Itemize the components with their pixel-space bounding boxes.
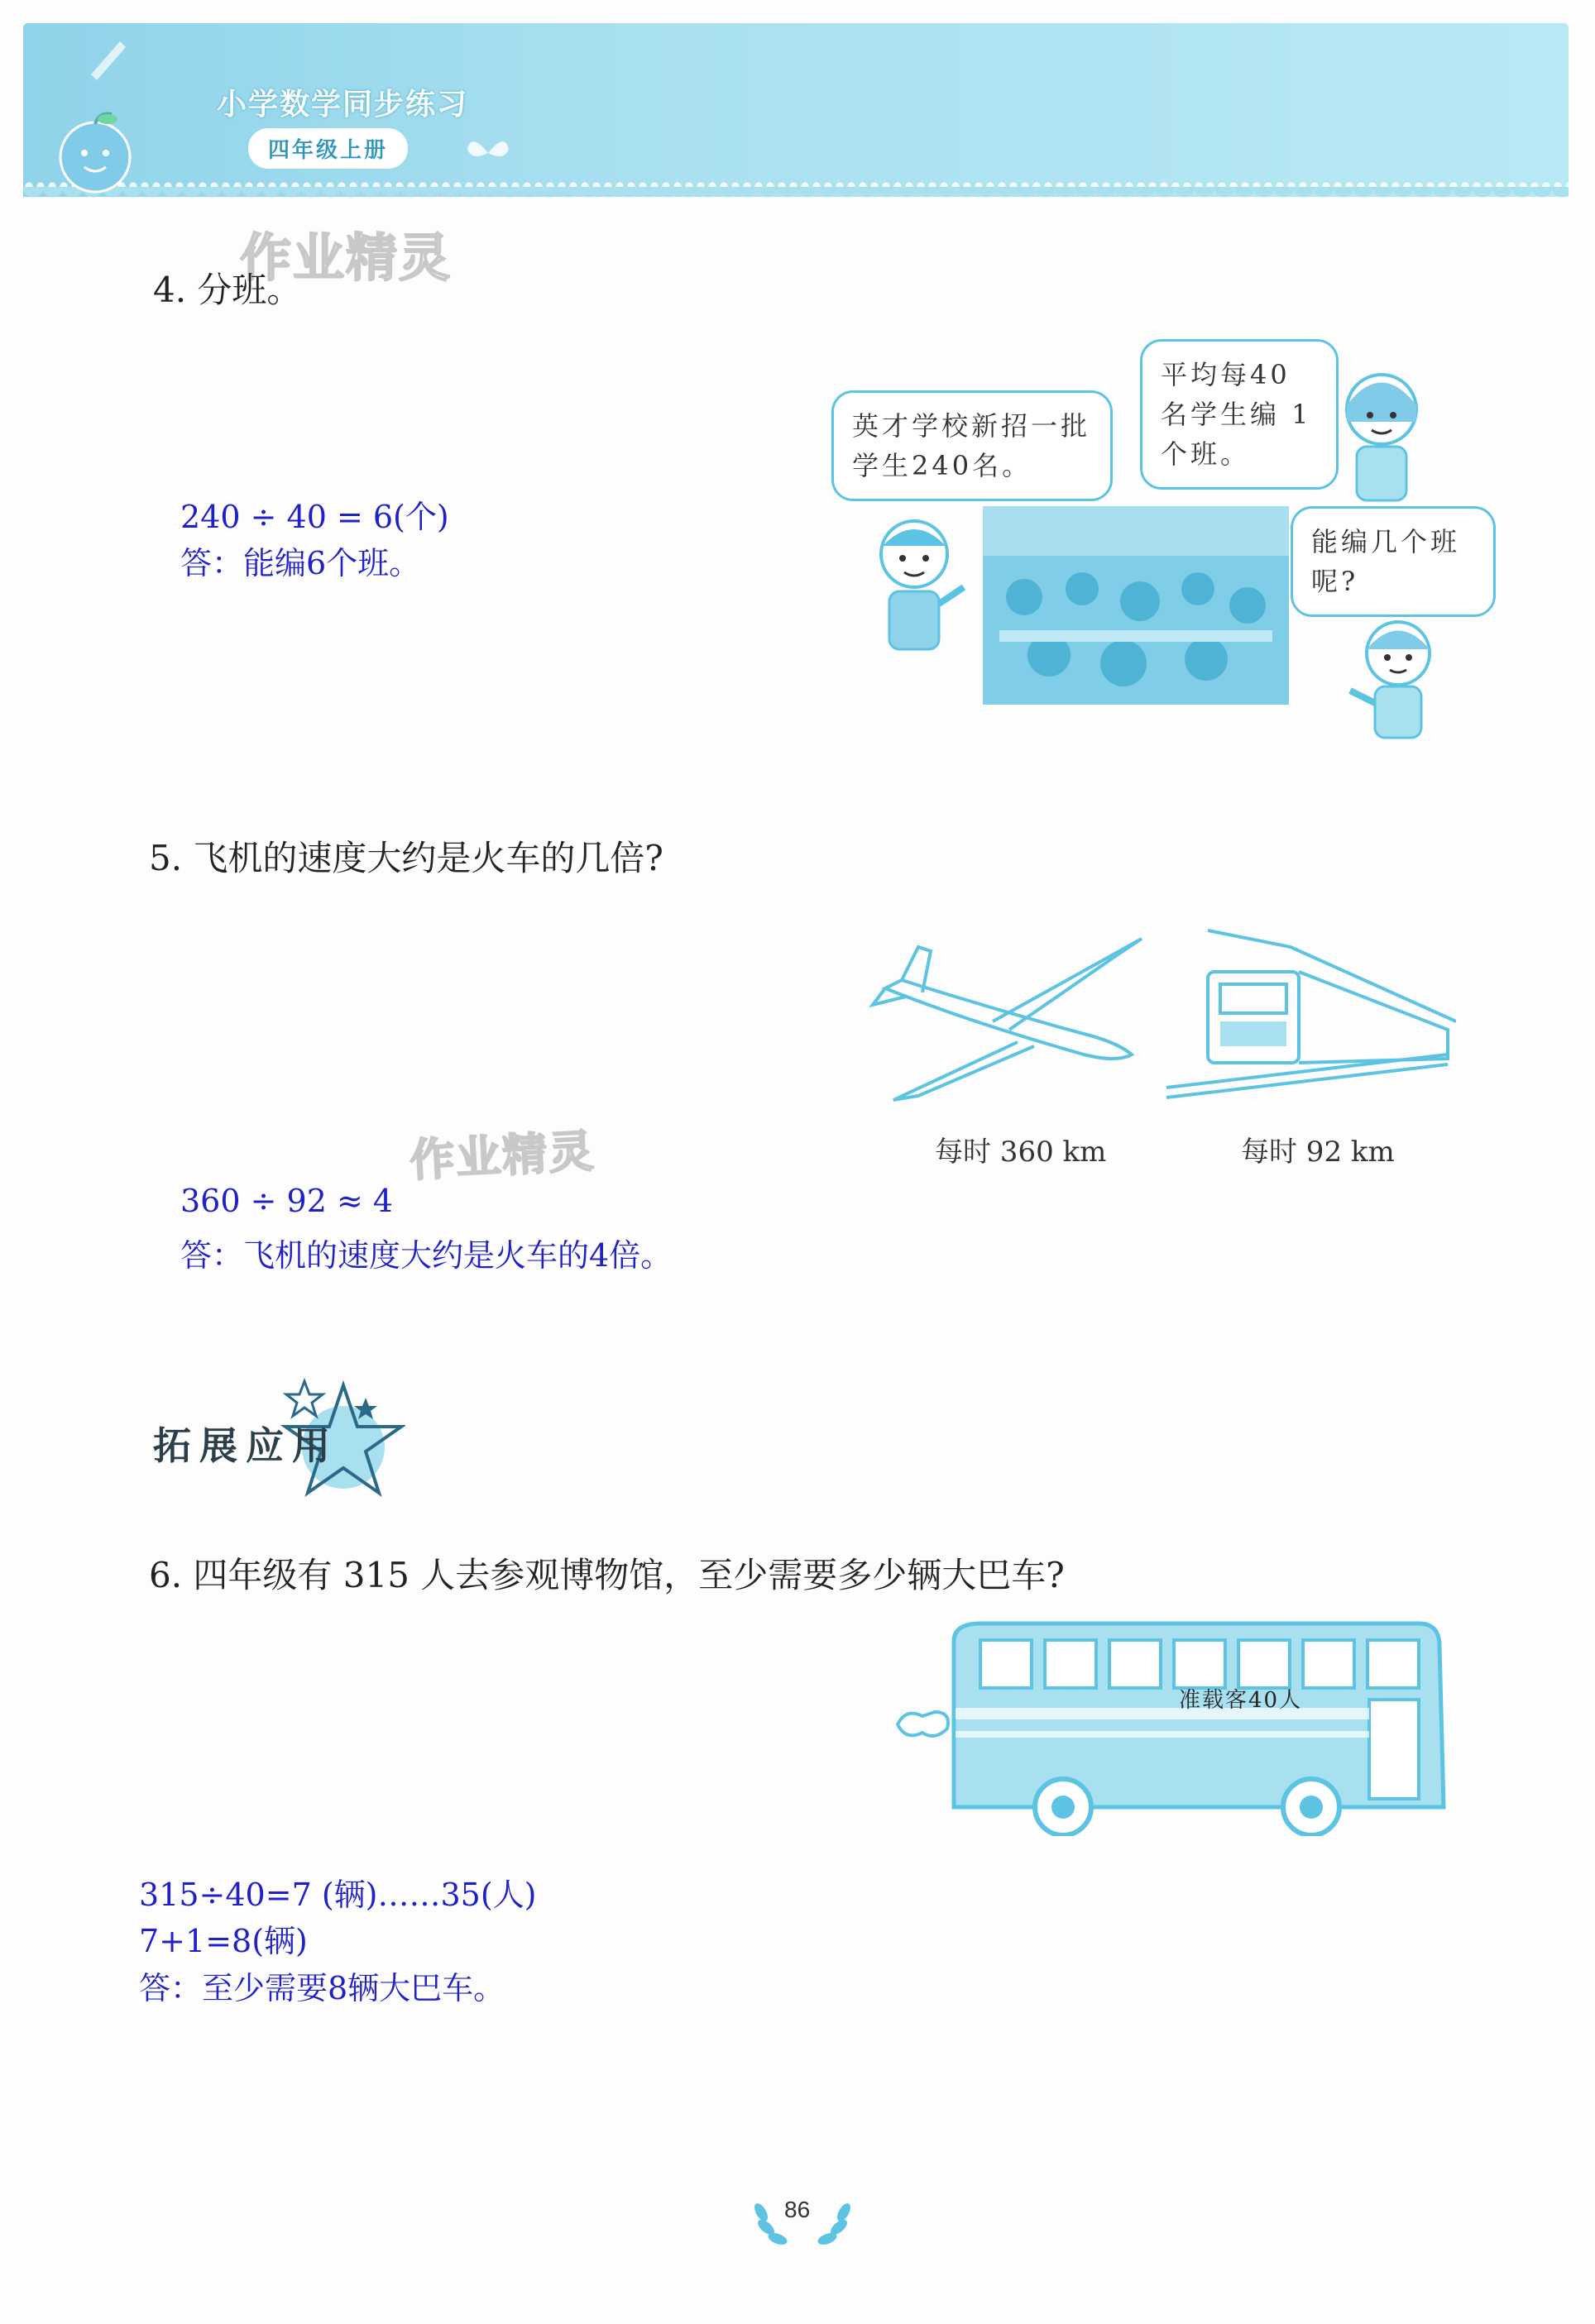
watermark-middle: 作业精灵 bbox=[408, 1125, 596, 1187]
question-6-answer-text: 答：至少需要8辆大巴车。 bbox=[139, 1970, 505, 2006]
question-4-title: 4. 分班。 bbox=[153, 270, 302, 310]
question-5-title: 5. 飞机的速度大约是火车的几倍? bbox=[149, 838, 663, 878]
train-speed-caption: 每时 92 km bbox=[1241, 1136, 1395, 1169]
question-6-answer-line1: 315÷40=7 (辆)……35(人) bbox=[139, 1877, 537, 1913]
question-5-answer-text: 答：飞机的速度大约是火车的4倍。 bbox=[180, 1237, 673, 1274]
pencil-icon bbox=[83, 33, 132, 83]
series-title: 小学数学同步练习 bbox=[217, 88, 469, 122]
question-4-answer-text: 答：能编6个班。 bbox=[180, 545, 421, 581]
boy-speech-bubble: 英才学校新招一批学生240名。 bbox=[831, 390, 1113, 501]
header-scallop-edge bbox=[23, 187, 1569, 212]
bus-capacity-label: 准载客40人 bbox=[1179, 1688, 1303, 1713]
grade-badge: 四年级上册 bbox=[248, 128, 408, 169]
girl-speech-bubble: 平均每40 名学生编 1 个班。 bbox=[1140, 339, 1339, 490]
girl-character-icon bbox=[1324, 364, 1439, 504]
classroom-photo bbox=[983, 506, 1289, 705]
question-6-answer-line2: 7+1=8(辆) bbox=[139, 1923, 308, 1959]
question-6-title: 6. 四年级有 315 人去参观博物馆，至少需要多少辆大巴车? bbox=[149, 1555, 1065, 1595]
bus-icon bbox=[889, 1617, 1460, 1836]
section-title-extension: 拓展应用 bbox=[153, 1423, 338, 1468]
apple-mascot-icon bbox=[50, 108, 141, 198]
plane-speed-caption: 每时 360 km bbox=[935, 1136, 1107, 1169]
butterfly-icon bbox=[463, 132, 513, 174]
airplane-icon bbox=[869, 930, 1150, 1112]
question-speech-bubble: 能编几个班呢? bbox=[1291, 506, 1496, 617]
question-4-answer-calc: 240 ÷ 40 = 6(个) bbox=[180, 499, 449, 535]
page-number: 86 bbox=[784, 2197, 811, 2222]
boy-character-icon bbox=[865, 513, 972, 662]
train-icon bbox=[1158, 922, 1456, 1104]
question-5-answer-calc: 360 ÷ 92 ≈ 4 bbox=[180, 1183, 394, 1219]
watermark-top: 作业精灵 bbox=[240, 227, 453, 288]
girl-character-2-icon bbox=[1340, 612, 1456, 744]
